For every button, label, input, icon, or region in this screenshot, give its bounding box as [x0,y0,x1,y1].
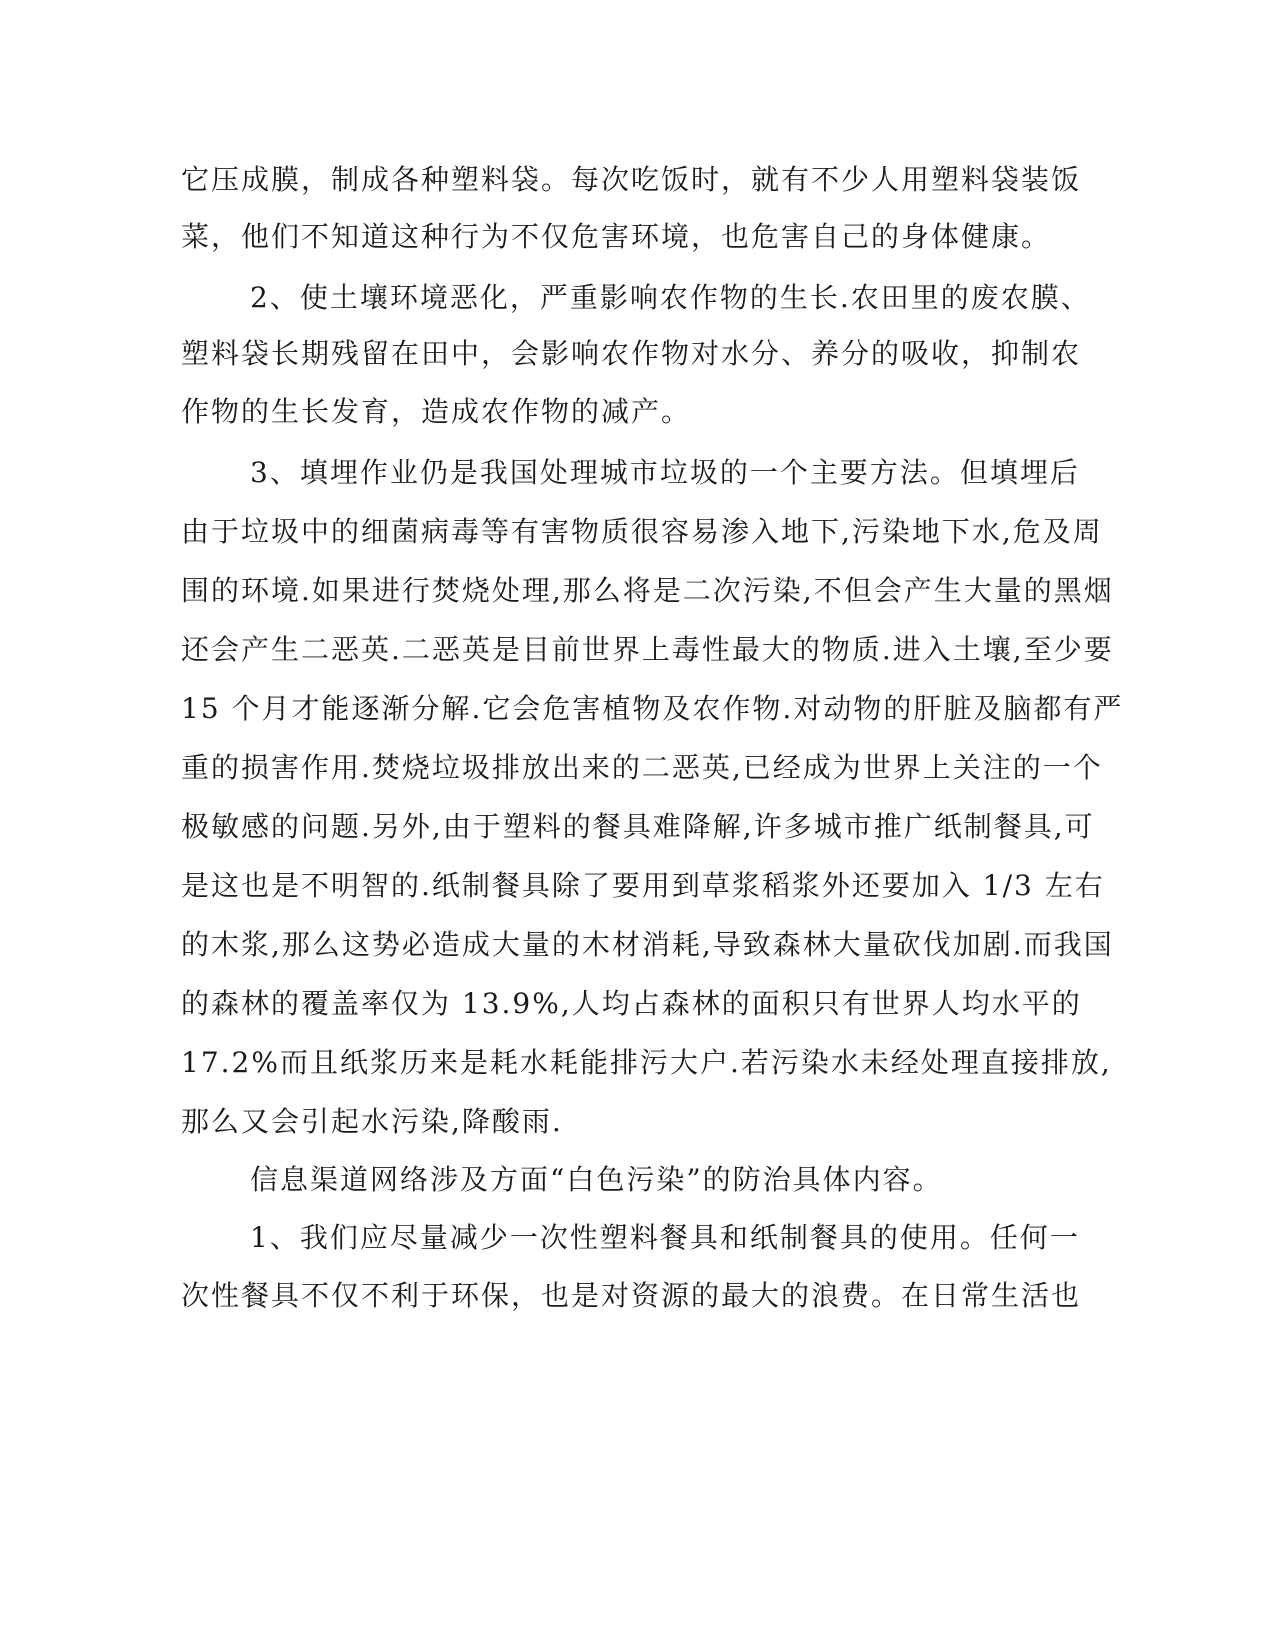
text-line: 塑料袋长期残留在田中，会影响农作物对水分、养分的吸收，抑制农 [181,337,1082,370]
paragraph-start-line: 信息渠道网络涉及方面“白色污染”的防治具体内容。 [250,1163,943,1196]
text-line: 还会产生二恶英.二恶英是目前世界上毒性最大的物质.进入土壤,至少要 [181,633,1114,666]
text-line: 菜，他们不知道这种行为不仅危害环境，也危害自己的身体健康。 [181,220,1052,253]
text-line: 是这也是不明智的.纸制餐具除了要用到草浆稻浆外还要加入 1/3 左右 [181,869,1105,902]
text-line: 由于垃圾中的细菌病毒等有害物质很容易渗入地下,污染地下水,危及周 [181,515,1103,548]
text-line: 次性餐具不仅不利于环保，也是对资源的最大的浪费。在日常生活也 [181,1279,1082,1312]
text-line: 围的环境.如果进行焚烧处理,那么将是二次污染,不但会产生大量的黑烟 [181,574,1114,607]
text-line: 17.2%而且纸浆历来是耗水耗能排污大户.若污染水未经处理直接排放, [181,1046,1112,1079]
paragraph-start-line: 1、我们应尽量减少一次性塑料餐具和纸制餐具的使用。任何一 [250,1221,1080,1254]
text-line: 重的损害作用.焚烧垃圾排放出来的二恶英,已经成为世界上关注的一个 [181,751,1103,784]
text-line: 作物的生长发育，造成农作物的减产。 [181,395,692,428]
paragraph-start-line: 2、使土壤环境恶化，严重影响农作物的生长.农田里的废农膜、 [250,281,1091,314]
text-line: 的森林的覆盖率仅为 13.9%,人均占森林的面积只有世界人均水平的 [181,987,1082,1020]
text-line: 那么又会引起水污染,降酸雨. [181,1105,563,1138]
text-line: 它压成膜，制成各种塑料袋。每次吃饭时，就有不少人用塑料袋装饭 [181,163,1082,196]
text-line: 的木浆,那么这势必造成大量的木材消耗,导致森林大量砍伐加剧.而我国 [181,928,1114,961]
text-line: 极敏感的问题.另外,由于塑料的餐具难降解,许多城市推广纸制餐具,可 [181,810,1095,843]
text-line: 15 个月才能逐渐分解.它会危害植物及农作物.对动物的肝脏及脑都有严 [181,692,1124,725]
paragraph-start-line: 3、填埋作业仍是我国处理城市垃圾的一个主要方法。但填埋后 [250,456,1080,489]
